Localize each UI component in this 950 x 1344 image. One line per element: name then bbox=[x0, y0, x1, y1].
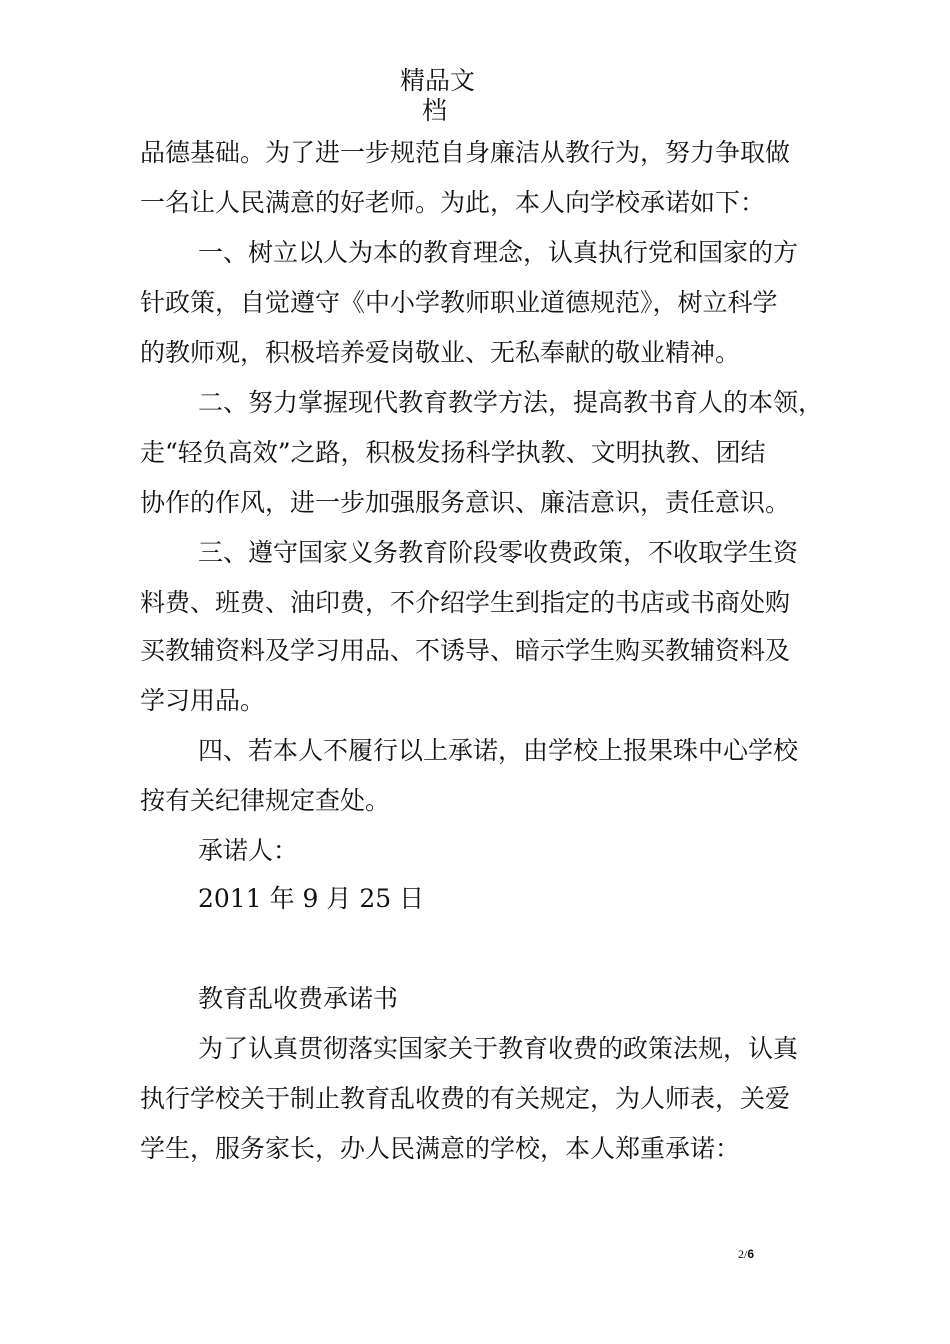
page-number bbox=[738, 1247, 754, 1261]
page-current: 2/ bbox=[738, 1247, 748, 1261]
date-line: 2011 年 9 月 25 日 bbox=[198, 884, 425, 913]
body-line: 协作的作风，进一步加强服务意识、廉洁意识，责任意识。 bbox=[140, 488, 791, 517]
body-line: 执行学校关于制止教育乱收费的有关规定，为人师表，关爱 bbox=[140, 1084, 791, 1113]
body-line: 针政策，自觉遵守《中小学教师职业道德规范》，树立科学 bbox=[140, 288, 778, 317]
body-line: 二、努力掌握现代教育教学方法，提高教书育人的本领， bbox=[198, 388, 824, 417]
body-line: 按有关纪律规定查处。 bbox=[140, 786, 391, 815]
body-line: 品德基础。为了进一步规范自身廉洁从教行为，努力争取做 bbox=[140, 138, 791, 167]
section-title: 教育乱收费承诺书 bbox=[198, 984, 399, 1013]
header-line-1: 精品文 bbox=[400, 66, 476, 95]
body-line: 一、树立以人为本的教育理念，认真执行党和国家的方 bbox=[198, 238, 799, 267]
page-header bbox=[400, 66, 530, 126]
header-line-2: 档 bbox=[422, 96, 448, 125]
body-line: 四、若本人不履行以上承诺，由学校上报果珠中心学校 bbox=[198, 736, 799, 765]
body-line: 三、遵守国家义务教育阶段零收费政策，不收取学生资 bbox=[198, 538, 799, 567]
body-line: 一名让人民满意的好老师。为此，本人向学校承诺如下： bbox=[140, 188, 766, 217]
body-line: 学习用品。 bbox=[140, 686, 266, 715]
body-line: 买教辅资料及学习用品、不诱导、暗示学生购买教辅资料及 bbox=[140, 636, 791, 665]
body-line: 走“轻负高效”之路，积极发扬科学执教、文明执教、团结 bbox=[140, 438, 766, 467]
signer-label: 承诺人： bbox=[198, 836, 299, 865]
body-line: 料费、班费、油印费，不介绍学生到指定的书店或书商处购 bbox=[140, 588, 791, 617]
body-line: 的教师观，积极培养爱岗敬业、无私奉献的敬业精神。 bbox=[140, 338, 741, 367]
body-line: 为了认真贯彻落实国家关于教育收费的政策法规，认真 bbox=[198, 1034, 799, 1063]
body-line: 学生，服务家长，办人民满意的学校，本人郑重承诺： bbox=[140, 1134, 741, 1163]
page-total: 6 bbox=[747, 1247, 755, 1261]
